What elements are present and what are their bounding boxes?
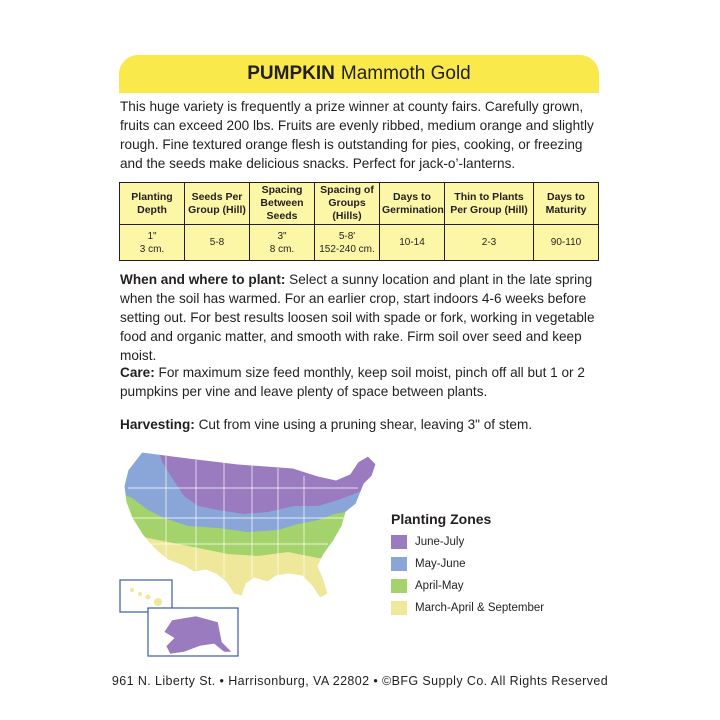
value-cell: 10-14 [380, 225, 445, 261]
care-heading: Care: [120, 365, 155, 380]
title-banner [119, 55, 599, 93]
legend-swatch [391, 601, 407, 615]
care-text: For maximum size feed monthly, keep soil moist, pinch off all but 1 or 2 pumpkins per vine and leave plenty of space between plants. [120, 365, 585, 399]
legend-item [391, 531, 611, 553]
growing-info-table [119, 182, 599, 261]
planting-zones-map [118, 448, 393, 660]
header-cell: Spacing Between Seeds [250, 183, 315, 225]
value-cell: 5-8' 152-240 cm. [315, 225, 380, 261]
legend-label: April-May [415, 580, 464, 592]
planting-zones-legend [391, 511, 611, 619]
value-cell: 90-110 [534, 225, 599, 261]
table-header-row [120, 183, 599, 225]
harvesting-section [120, 415, 604, 434]
legend-item [391, 597, 611, 619]
header-cell: Spacing of Groups (Hills) [315, 183, 380, 225]
header-cell: Planting Depth [120, 183, 185, 225]
when-where-heading: When and where to plant: [120, 272, 286, 287]
description: This huge variety is frequently a prize winner at county fairs. Carefully grown, fruits can exceed 200 lbs. Fruits are evenly ribbed, medium orange and slightly rough. Fine textured orange flesh is outstanding for pies, cooking, or freezing and the seeds make delicious snacks. Perfect for jack-o’-lanterns. [120, 99, 594, 171]
legend-swatch [391, 579, 407, 593]
harvesting-heading: Harvesting: [120, 417, 195, 432]
value-cell: 2-3 [445, 225, 534, 261]
header-cell: Thin to Plants Per Group (Hill) [445, 183, 534, 225]
variety-name: Mammoth Gold [340, 63, 471, 84]
legend-swatch [391, 557, 407, 571]
care-section [120, 363, 604, 401]
value-cell: 1" 3 cm. [120, 225, 185, 261]
harvesting-text: Cut from vine using a pruning shear, leaving 3" of stem. [194, 417, 533, 432]
legend-label: May-June [415, 558, 466, 570]
legend-item [391, 553, 611, 575]
legend-item [391, 575, 611, 597]
value-cell: 3" 8 cm. [250, 225, 315, 261]
when-where-section [120, 270, 604, 365]
value-cell: 5-8 [185, 225, 250, 261]
crop-name: PUMPKIN [247, 63, 335, 84]
header-cell: Days to Germination [380, 183, 445, 225]
header-cell: Days to Maturity [534, 183, 599, 225]
legend-swatch [391, 535, 407, 549]
header-cell: Seeds Per Group (Hill) [185, 183, 250, 225]
when-where-text: Select a sunny location and plant in the late spring when the soil has warmed. For an earlier crop, start indoors 4-6 weeks before setting out. For best results loosen soil with spade or fork, working in vegetable food and organic matter, and smooth with rake. Firm soil over seed and keep moist. [120, 272, 595, 363]
legend-label: June-July [415, 536, 465, 548]
table-row [120, 225, 599, 261]
footer-address: 961 N. Liberty St. • Harrisonburg, VA 22802 • ©BFG Supply Co. All Rights Reserved [111, 674, 609, 688]
legend-title: Planting Zones [391, 511, 492, 527]
legend-label: March-April & September [415, 602, 545, 614]
